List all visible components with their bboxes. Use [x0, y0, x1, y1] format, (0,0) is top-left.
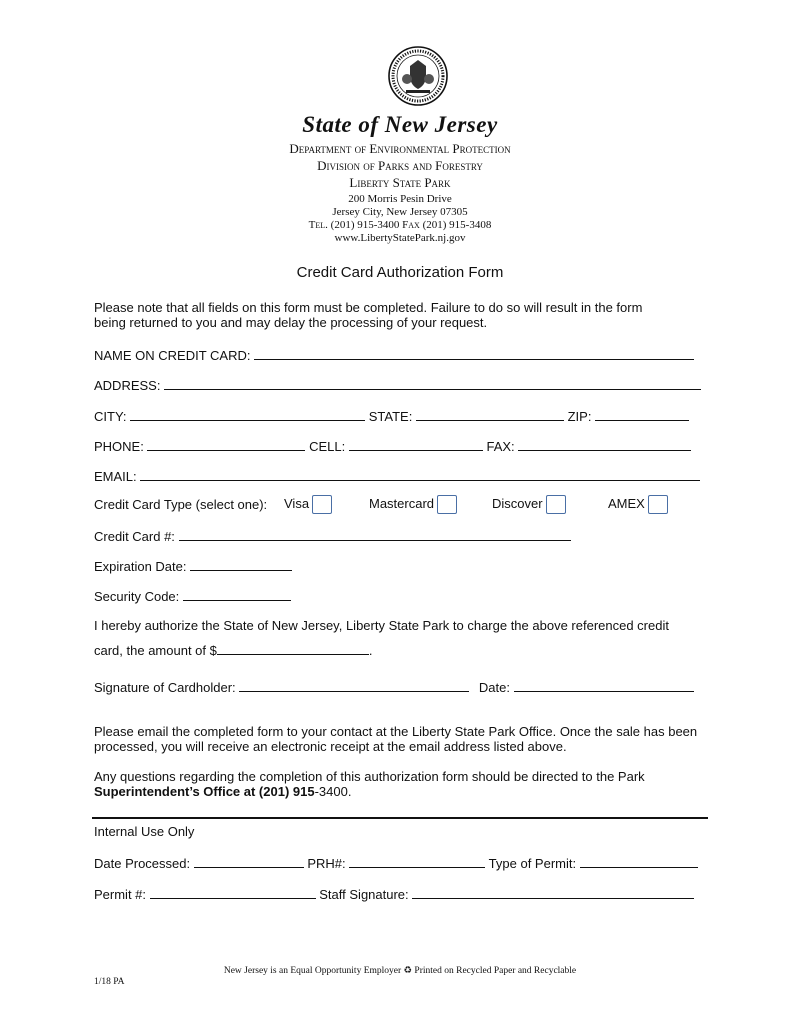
name-label: NAME ON CREDIT CARD:	[94, 348, 251, 363]
date-processed-label: Date Processed:	[94, 856, 191, 871]
authorization-line-2	[94, 642, 372, 658]
city-label: CITY:	[94, 409, 127, 424]
fax-label: FAX:	[486, 439, 515, 454]
amount-field[interactable]	[217, 642, 369, 655]
phone-field[interactable]	[147, 438, 305, 451]
amex-checkbox[interactable]	[648, 495, 668, 514]
internal-row-1	[94, 855, 698, 871]
cell-label: CELL:	[309, 439, 346, 454]
staff-signature-label: Staff Signature:	[319, 887, 409, 902]
prh-label: PRH#:	[307, 856, 346, 871]
permit-type-field[interactable]	[580, 855, 698, 868]
address-field[interactable]	[164, 377, 701, 390]
visa-label: Visa	[284, 495, 310, 511]
expiration-field[interactable]	[190, 558, 292, 571]
superintendent-office-phone: Superintendent’s Office at (201) 915	[94, 784, 315, 799]
zip-field[interactable]	[595, 408, 689, 421]
questions-line-1: Any questions regarding the completion of this authorization form should be directed to the Park	[94, 769, 645, 784]
security-code-field[interactable]	[183, 588, 291, 601]
permit-number-label: Permit #:	[94, 887, 147, 902]
card-type-discover	[492, 495, 566, 514]
expiration-row	[94, 558, 292, 574]
internal-row-2	[94, 886, 694, 902]
email-row	[94, 468, 700, 484]
email-instructions-line-2: processed, you will receive an electronic receipt at the email address listed above.	[94, 739, 567, 754]
internal-divider	[92, 817, 708, 819]
city-state-zip-row	[94, 408, 689, 424]
cell-field[interactable]	[349, 438, 483, 451]
mastercard-label: Mastercard	[369, 495, 435, 511]
card-number-row	[94, 528, 571, 544]
security-code-row	[94, 588, 291, 604]
park-name: Liberty State Park	[349, 175, 451, 190]
signature-row	[94, 679, 694, 695]
signature-field[interactable]	[239, 679, 469, 692]
signature-label: Signature of Cardholder:	[94, 680, 236, 695]
city-address: Jersey City, New Jersey 07305	[332, 206, 468, 218]
card-type-visa	[284, 495, 332, 514]
zip-label: ZIP:	[567, 409, 592, 424]
email-instructions-line-1: Please email the completed form to your contact at the Liberty State Park Office. Once the sale has been	[94, 724, 698, 739]
permit-number-field[interactable]	[150, 886, 316, 899]
card-type-mastercard	[369, 495, 457, 514]
card-type-label: Credit Card Type (select one):	[94, 497, 268, 512]
name-row	[94, 347, 694, 363]
superintendent-phone-tail: -3400.	[314, 784, 352, 799]
phone-label: PHONE:	[94, 439, 144, 454]
visa-checkbox[interactable]	[312, 495, 332, 514]
name-field[interactable]	[254, 347, 694, 360]
address-row	[94, 377, 701, 393]
questions-line-2	[94, 784, 351, 799]
email-field[interactable]	[140, 468, 700, 481]
internal-use-heading: Internal Use Only	[94, 824, 195, 839]
security-code-label: Security Code:	[94, 589, 180, 604]
city-field[interactable]	[130, 408, 365, 421]
phone-fax: Tel. (201) 915-3400 Fax (201) 915-3408	[308, 219, 492, 231]
fax-field[interactable]	[518, 438, 691, 451]
amount-suffix: .	[368, 643, 373, 658]
prh-field[interactable]	[349, 855, 485, 868]
form-title: Credit Card Authorization Form	[296, 264, 504, 281]
signature-date-label: Date:	[478, 680, 510, 695]
state-label: STATE:	[368, 409, 413, 424]
street-address: 200 Morris Pesin Drive	[348, 193, 452, 205]
permit-type-label: Type of Permit:	[488, 856, 577, 871]
intro-line-1: Please note that all fields on this form must be completed. Failure to do so will result in the form	[94, 300, 643, 315]
website: www.LibertyStatePark.nj.gov	[334, 232, 466, 244]
amex-label: AMEX	[608, 495, 645, 511]
staff-signature-field[interactable]	[412, 886, 694, 899]
expiration-label: Expiration Date:	[94, 559, 187, 574]
mastercard-checkbox[interactable]	[437, 495, 457, 514]
state-field[interactable]	[416, 408, 564, 421]
form-code: 1/18 PA	[94, 977, 125, 987]
intro-line-2: being returned to you and may delay the processing of your request.	[94, 315, 488, 330]
division-name: Division of Parks and Forestry	[317, 158, 483, 173]
discover-label: Discover	[492, 495, 543, 511]
card-type-amex	[608, 495, 668, 514]
card-number-field[interactable]	[179, 528, 571, 541]
discover-checkbox[interactable]	[546, 495, 566, 514]
department-name: Department of Environmental Protection	[289, 141, 511, 156]
state-seal-image	[388, 46, 448, 106]
signature-date-field[interactable]	[514, 679, 694, 692]
address-label: ADDRESS:	[94, 378, 161, 393]
date-processed-field[interactable]	[194, 855, 304, 868]
email-label: EMAIL:	[94, 469, 137, 484]
card-number-label: Credit Card #:	[94, 529, 175, 544]
phone-row	[94, 438, 691, 454]
amount-label: card, the amount of $	[94, 643, 217, 658]
authorization-line-1: I hereby authorize the State of New Jersey, Liberty State Park to charge the above referenced credit	[94, 618, 669, 633]
state-title: State of New Jersey	[302, 112, 498, 137]
footer-notice: New Jersey is an Equal Opportunity Employer ♻ Printed on Recycled Paper and Recyclable	[223, 966, 577, 976]
